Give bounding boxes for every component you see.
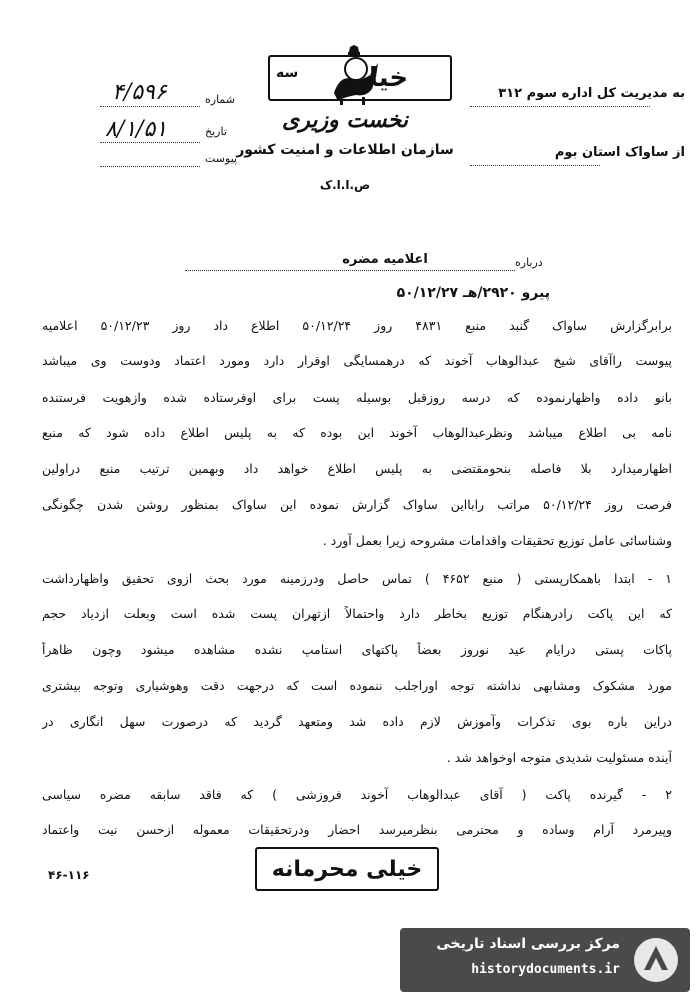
body-line: پاکات پستی درایام عید نوروز بعضاً پاکتهای استامپ نشده مشاهده میشود وچون ظاهراً [42, 642, 672, 657]
attachment-dotline [100, 166, 200, 167]
archive-watermark [400, 928, 690, 992]
reference-line: پیرو ۲۹۲۰/هـ ۵۰/۱۲/۲۷ [396, 285, 550, 301]
stamp-number: سه [276, 65, 299, 81]
archive-logo-icon [632, 936, 680, 984]
body-line: بانو داده واظهارنموده که درسه روزقبل بوسیله پست برای اوفرستاده شده وازهویت فرستنده [42, 390, 672, 405]
body-line: فرصت روز ۵۰/۱۲/۲۴ مراتب رابااین ساواک گزارش نموده این ساواک بمنظور روشن شدن چگونگی [42, 497, 672, 512]
subject-dotline [185, 270, 515, 271]
body-line: دراین باره بوی تذکرات وآموزش لازم داده شد ومتعهد گردید که درصورت سهل انگاری در [42, 714, 672, 729]
subject-label: درباره [515, 256, 543, 269]
date-value: ۸/۱/۵۱ [105, 117, 168, 142]
body-line: نامه بی اطلاع میباشد ونظرعبدالوهاب آخوند این بوده که به پلیس اطلاع داده شود که منبع [42, 425, 672, 440]
classification-stamp-top [268, 55, 452, 101]
addressee-dotline [470, 106, 650, 107]
sender-dotline [470, 165, 600, 166]
body-line: وپیرمرد آرام وساده و محترمی بنظرمیرسد احضار ودرتحقیقات معموله ازحسن نیت واعتماد [42, 822, 672, 837]
watermark-title: مرکز بررسی اسناد تاریخی [436, 936, 620, 952]
date-dotline [100, 142, 200, 143]
attachment-label: پیوست [205, 152, 238, 165]
number-label: شماره [205, 93, 236, 106]
watermark-url: historydocuments.ir [471, 962, 620, 977]
number-value: ۴/۵۹۶ [112, 80, 167, 105]
classification-stamp-bottom [255, 847, 439, 891]
body-line: که این پاکت رادرهنگام توزیع بخاطر دارد واحتمالاً ازتهران پست شده است وبعلت ازدیاد حجم [42, 606, 672, 621]
subject-text: اعلامیه مضره [342, 252, 428, 267]
number-dotline [100, 106, 200, 107]
ministry-code: ص.ا.ا.ک [319, 178, 371, 192]
body-line: پیوست راآقای شیخ عبدالوهاب آخوند که درهمسایگی اوقرار دارد ومورد اعتماد ودوست وی میباشد [42, 353, 672, 368]
body-line: آینده مسئولیت شدیدی متوجه اوخواهد شد . [446, 750, 672, 765]
sender-line: از ساواک استان بوم [554, 145, 685, 160]
ministry-org: سازمان اطلاعات و امنیت کشور [236, 142, 454, 158]
addressee-line: به مدیریت کل اداره سوم ۳۱۲ [498, 86, 685, 101]
stamp-text: خیلی [341, 63, 409, 93]
body-line: وشناسائی عامل توزیع تحقیقات واقدامات مشروحه زیرا بعمل آورد . [322, 533, 672, 548]
body-line: ۱ - ابتدا باهمکارپستی ( منبع ۴۶۵۲ ) تماس حاصل ودرزمینه مورد بحث ازوی تحقیق واظهارداشت [42, 571, 672, 586]
page-identifier: ۴۶-۱۱۶ [48, 868, 90, 882]
date-label: تاریخ [205, 125, 227, 138]
body-line: مورد مشکوک ومشابهی نداشته توجه اوراجلب ننموده است که درجهت دقت وهوشیاری وتوجه بیشتری [42, 678, 672, 693]
ministry-title: نخست وزیری [282, 108, 408, 133]
body-line: ۲ - گیرنده پاکت ( آقای عبدالوهاب آخوند فروزشی ) که فاقد سابقه مضره سیاسی [42, 787, 672, 802]
body-line: اظهارمیدارد بلا فاصله بنحومقتضی به پلیس اطلاع خواهد داد وبهمین ترتیب منبع دراولین [42, 461, 672, 476]
body-line: برابرگزارش ساواک گنبد منبع ۴۸۳۱ روز ۵۰/۱۲/۲۴ اطلاع داد روز ۵۰/۱۲/۲۳ اعلامیه [42, 318, 672, 333]
stamp-text: خیلی محرمانه [271, 856, 423, 882]
